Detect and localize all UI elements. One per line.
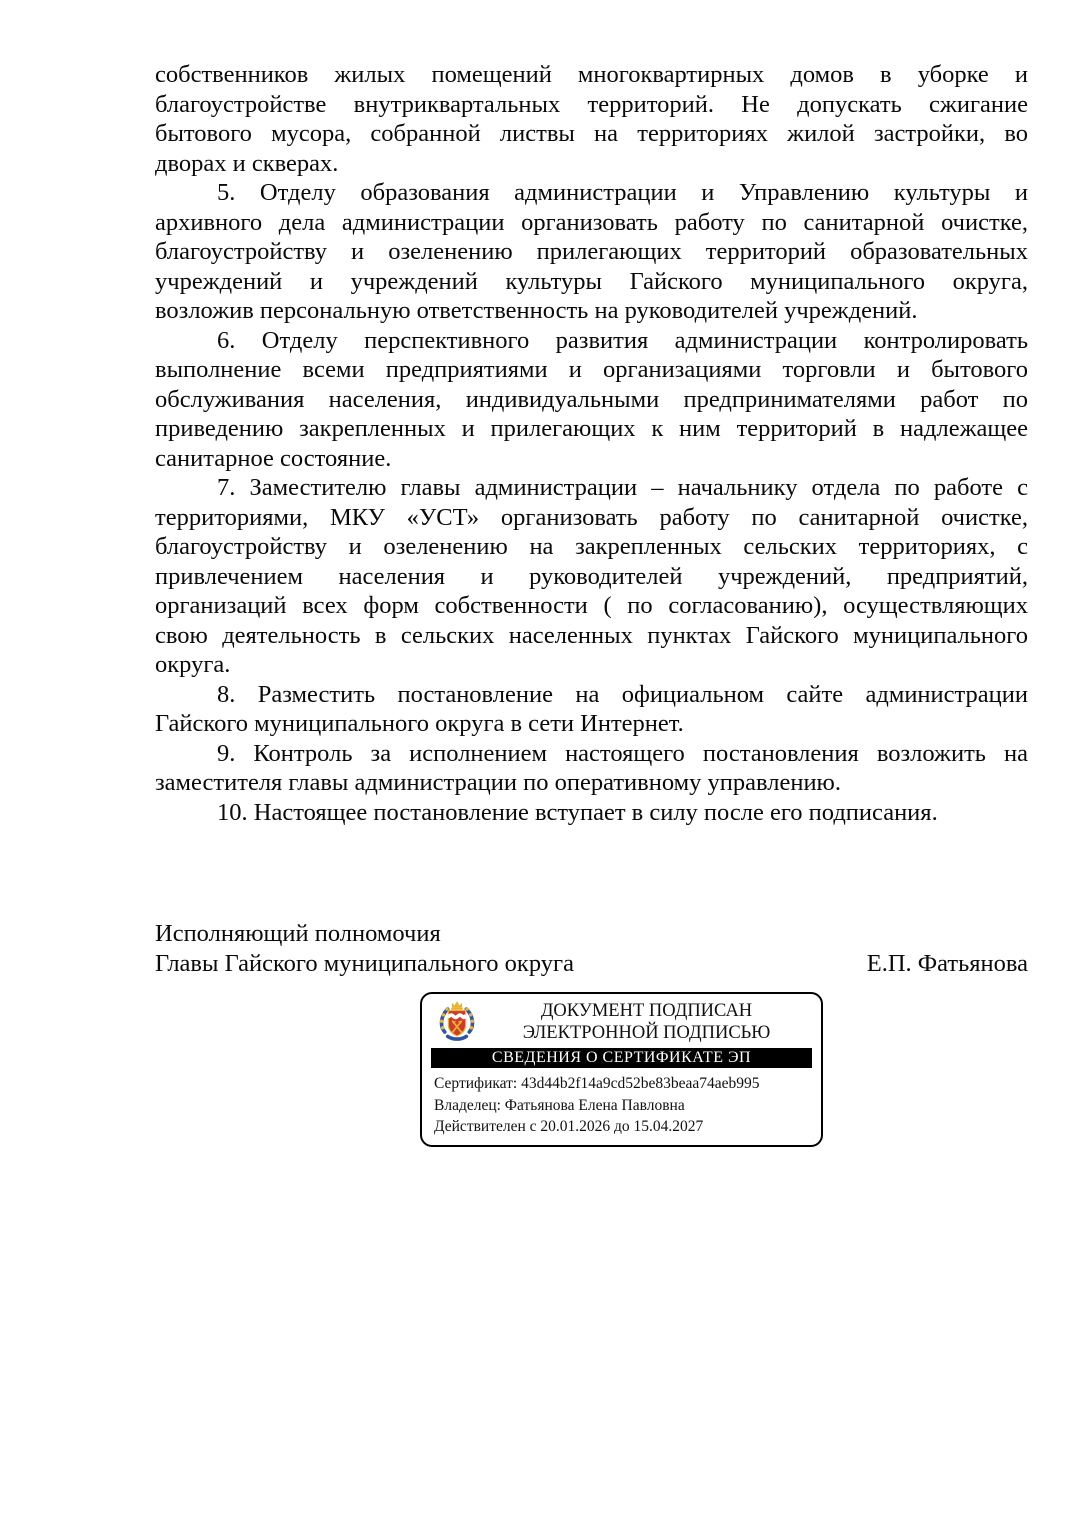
text-line: дворах и скверах. [155, 149, 339, 177]
paragraph-item-5 [155, 178, 1028, 326]
text-line: обслуживания населения, индивидуальными предпринимателями работ по [155, 385, 1028, 413]
text-line: выполнение всеми предприятиями и организациями торговли и бытового [155, 356, 1028, 383]
text-line: 10. Настоящее постановление вступает в силу после его подписания. [217, 798, 938, 826]
stamp-owner: Владелец: Фатьянова Елена Павловна [434, 1096, 685, 1114]
text-line: округа. [155, 651, 231, 678]
stamp-title [481, 1000, 812, 1044]
electronic-signature-stamp [420, 992, 823, 1147]
text-line: благоустройстве внутриквартальных территорий. Не допускать сжигание [155, 90, 1028, 118]
paragraph-item-10 [155, 798, 1028, 828]
text-line: благоустройству и озеленению прилегающих территорий образовательных [155, 238, 1028, 265]
text-line: благоустройству и озеленению на закрепленных сельских территориях, с [155, 533, 1028, 560]
text-line: заместителя главы администрации по оперативному управлению. [155, 769, 841, 796]
stamp-certificate-banner: СВЕДЕНИЯ О СЕРТИФИКАТЕ ЭП [431, 1048, 812, 1068]
text-line: бытового мусора, собранной листвы на территориях жилой застройки, во [155, 120, 1028, 147]
stamp-details [431, 1073, 812, 1138]
stamp-header [431, 999, 812, 1045]
text-line: территориями, МКУ «УСТ» организовать работу по санитарной очистке, [155, 503, 1028, 531]
stamp-validity: Действителен с 20.01.2026 до 15.04.2027 [434, 1118, 704, 1135]
signature-row [155, 949, 1028, 979]
stamp-title-line1: ДОКУМЕНТ ПОДПИСАН [540, 1001, 753, 1021]
stamp-certificate-number: Сертификат: 43d44b2f14a9cd52be83beaa74aeb995 [434, 1075, 760, 1092]
stamp-title-line2: ЭЛЕКТРОННОЙ ПОДПИСЬЮ [522, 1023, 771, 1043]
text-line: Гайского муниципального округа в сети Интернет. [155, 710, 684, 737]
signatory-title-line1: Исполняющий полномочия [155, 920, 441, 947]
text-line: приведению закрепленных и прилегающих к ним территорий в надлежащее [155, 415, 1028, 442]
paragraph-item-9 [155, 739, 1028, 798]
orenburg-coat-of-arms-icon [433, 999, 481, 1045]
paragraph-item-6 [155, 326, 1028, 474]
paragraph-continuation [155, 60, 1028, 178]
signatory-name: Е.П. Фатьянова [866, 950, 1028, 977]
text-line: санитарное состояние. [155, 444, 392, 472]
text-line: собственников жилых помещений многоквартирных домов в уборке и [155, 61, 1028, 88]
document-content [155, 60, 1028, 1147]
text-line: 7. Заместителю главы администрации – начальнику отдела по работе с [217, 474, 1028, 501]
text-line: архивного дела администрации организовать работу по санитарной очистке, [155, 208, 1028, 236]
text-line: 6. Отделу перспективного развития администрации контролировать [217, 326, 1028, 354]
signature-block [155, 919, 1028, 979]
signatory-title-line2: Главы Гайского муниципального округа [155, 950, 574, 977]
text-line: свою деятельность в сельских населенных пунктах Гайского муниципального [155, 621, 1028, 649]
text-line: 5. Отделу образования администрации и Управлению культуры и [217, 179, 1028, 206]
paragraph-item-7 [155, 473, 1028, 680]
text-line: привлечением населения и руководителей учреждений, предприятий, [155, 562, 1028, 590]
paragraph-item-8 [155, 680, 1028, 739]
text-line: 8. Разместить постановление на официальном сайте администрации [217, 680, 1028, 708]
text-line: 9. Контроль за исполнением настоящего постановления возложить на [217, 739, 1028, 767]
text-line: учреждений и учреждений культуры Гайского муниципального округа, [155, 267, 1028, 295]
text-line: возложив персональную ответственность на руководителей учреждений. [155, 297, 918, 324]
text-line: организаций всех форм собственности ( по согласованию), осуществляющих [155, 592, 1028, 619]
